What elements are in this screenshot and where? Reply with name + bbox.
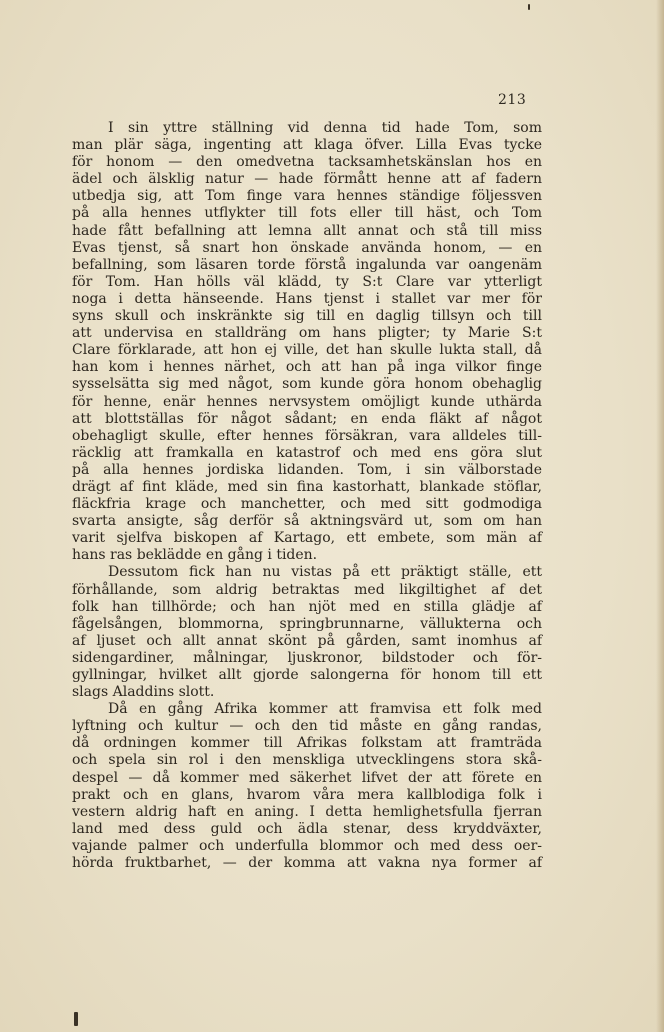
text-line: despel — då kommer med säkerhet lifvet der att förete en xyxy=(72,769,542,786)
text-line: folk han tillhörde; och han njöt med en stilla glädje af xyxy=(72,598,542,615)
text-line: Evas tjenst, så snart hon önskade använda honom, — en xyxy=(72,239,542,256)
text-line: af ljuset och allt annat skönt på gården, samt inomhus af xyxy=(72,632,542,649)
text-line: utbedja sig, att Tom finge vara hennes ständige följessven xyxy=(72,188,542,205)
text-line: för honom — den omedvetna tacksamhetskänslan hos en xyxy=(72,154,542,171)
text-line: svarta ansigte, såg derför så aktningsvärd ut, som om han xyxy=(72,513,542,530)
page-number: 213 xyxy=(498,92,527,108)
text-line: på alla hennes jordiska lidanden. Tom, i sin välborstade xyxy=(72,461,542,478)
text-line: att undervisa en stalldräng om hans pligter; ty Marie S:t xyxy=(72,325,542,342)
text-line: gyllningar, hvilket allt gjorde salongerna för honom till ett xyxy=(72,667,542,683)
text-line: sidengardiner, målningar, ljuskronor, bildstoder och för- xyxy=(72,649,542,666)
text-line: sysselsätta sig med något, som kunde göra honom obehaglig xyxy=(72,376,542,393)
text-line: Clare förklarade, att hon ej ville, det han skulle lukta stall, då xyxy=(72,342,542,359)
text-line: han kom i hennes närhet, och att han på inga vilkor finge xyxy=(72,359,542,376)
text-line: slags Aladdins slott. xyxy=(72,684,215,701)
text-line: räcklig att framkalla en katastrof och med ens göra slut xyxy=(72,444,542,461)
text-line: obehagligt skulle, efter hennes försäkran, vara alldeles till- xyxy=(72,427,542,444)
ink-speck xyxy=(74,1012,78,1026)
text-line: ädel och älsklig natur — hade förmått henne att af fadern xyxy=(72,171,542,188)
text-line: fläckfria krage och manchetter, och med sitt godmodiga xyxy=(72,496,542,513)
text-line: prakt och en glans, hvarom våra mera kallblodiga folk i xyxy=(72,786,542,803)
text-line: varit sjelfva biskopen af Kartago, ett embete, som män af xyxy=(72,530,542,547)
body-text xyxy=(72,120,542,872)
text-line: på alla hennes utflykter till fots eller till häst, och Tom xyxy=(72,205,542,222)
text-line: för henne, enär hennes nervsystem omöjligt kunde uthärda xyxy=(72,393,542,410)
text-line: hans ras beklädde en gång i tiden. xyxy=(72,547,318,564)
text-line: hade fått befallning att lemna allt annat och stå till miss xyxy=(72,222,542,239)
text-line: förhållande, som aldrig betraktas med likgiltighet af det xyxy=(72,581,542,598)
ink-speck xyxy=(528,4,530,10)
text-line: vestern aldrig haft en aning. I detta hemlighetsfulla fjerran xyxy=(72,803,542,820)
text-line: I sin yttre ställning vid denna tid hade Tom, som xyxy=(108,120,542,136)
text-line: och spela sin rol i den menskliga utvecklingens stora skå- xyxy=(72,752,542,769)
text-line: lyftning och kultur — och den tid måste en gång randas, xyxy=(72,718,542,735)
text-line: fågelsången, blommorna, springbrunnarne, vällukterna och xyxy=(72,615,542,632)
text-line: man plär säga, ingenting att klaga öfver. Lilla Evas tycke xyxy=(72,137,542,154)
text-line: då ordningen kommer till Afrikas folkstam att framträda xyxy=(72,735,542,752)
text-line: vajande palmer och underfulla blommor och med dess oer- xyxy=(72,837,542,854)
text-line: att blottställas för något sådant; en enda fläkt af något xyxy=(72,410,542,427)
text-line: land med dess guld och ädla stenar, dess kryddväxter, xyxy=(72,820,542,837)
text-line: Då en gång Afrika kommer att framvisa ett folk med xyxy=(108,701,542,718)
text-line: Dessutom fick han nu vistas på ett präktigt ställe, ett xyxy=(108,564,542,581)
page-edge-shadow xyxy=(656,0,664,1032)
text-line: noga i detta hänseende. Hans tjenst i stallet var mer för xyxy=(72,290,542,307)
text-line: för Tom. Han hölls väl klädd, ty S:t Clare var ytterligt xyxy=(72,273,542,290)
text-line: hörda fruktbarhet, — der komma att vakna nya former af xyxy=(72,855,542,872)
text-line: befallning, som läsaren torde förstå ingalunda var oangenäm xyxy=(72,256,542,273)
text-line: drägt af fint kläde, med sin fina kastorhatt, blankade stöflar, xyxy=(72,478,542,495)
text-line: syns skull och inskränkte sig till en daglig tillsyn och till xyxy=(72,308,542,325)
